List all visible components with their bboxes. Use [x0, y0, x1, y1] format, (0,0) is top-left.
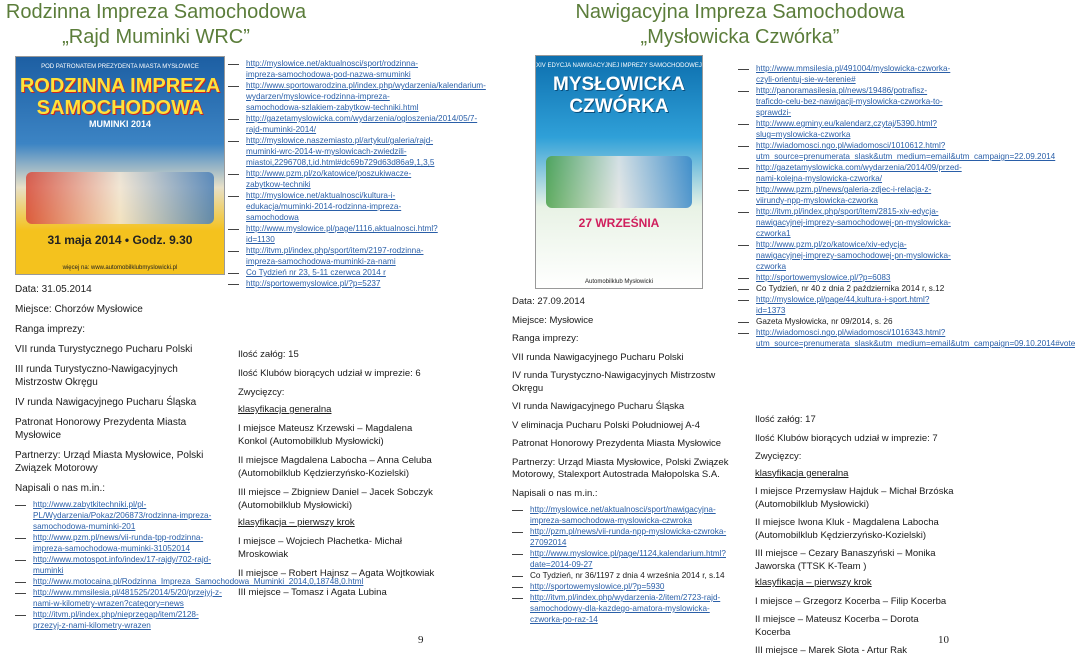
left-ranga: Ranga imprezy: — [15, 324, 86, 335]
right-place1: I miejsce Przemysław Hajduk – Michał Brzóska (Automobilklub Mysłowicki) — [755, 486, 954, 510]
right-info-column — [512, 296, 736, 625]
left-winners: Zwycięzcy: — [238, 387, 285, 398]
left-poster-footer: więcej na: www.automobilklubmyslowicki.pl — [62, 265, 178, 271]
right-clubs: Ilość Klubów biorących udział w imprezie: 7 — [755, 432, 938, 444]
right-link[interactable]: http://www.pzm.pl/news/galeria-zdjec-i-relacja-z-viirundy-npp-myslowicka-czworka — [738, 184, 956, 206]
right-crews: Ilość załóg: 17 — [755, 414, 816, 425]
right-links-column — [738, 63, 1075, 349]
right-link[interactable]: http://gazetamyslowicka.com/wydarzenia/2014/09/przed-nami-kolejna-myslowicka-czworka/ — [738, 162, 956, 184]
left-link[interactable]: http://gazetamyslowicka.com/wydarzenia/ogloszenia/2014/05/7-rajd-muminki-2014/ — [228, 113, 438, 135]
left-r4: Patronat Honorowy Prezydenta Miasta Mysłowice — [15, 417, 187, 441]
right-link[interactable]: http://www.mmsilesia.pl/491004/myslowicka-czworka-czyli-orientuj-sie-w-terenie# — [738, 63, 956, 85]
left-links-column — [228, 58, 486, 289]
right-press-note: Co Tydzień, nr 36/1197 z dnia 4 września 2014 r, s.14 — [512, 570, 736, 581]
right-ranga: Ranga imprezy: — [512, 333, 579, 344]
left-link[interactable]: http://itvm.pl/index.php/nieprzegap/item/2128-przezyj-z-nami-kilometry-wrazen — [15, 609, 227, 631]
left-results — [238, 348, 438, 599]
left-title-line2: „Rajd Muminki WRC” — [62, 26, 250, 48]
left-link[interactable]: http://www.zabytkitechniki.pl/pl-PL/Wydarzenia/Pokaz/206873/rodzinna-impreza-samochodowa-muminki-201 — [15, 499, 227, 532]
left-wrote: Napisali o nas m.in.: — [15, 483, 106, 494]
left-poster-photo — [26, 172, 214, 224]
right-press-note: Gazeta Mysłowicka, nr 09/2014, s. 26 — [738, 316, 956, 327]
left-link[interactable]: http://www.motospot.info/index/17-rajdy/702-rajd-muminki — [15, 554, 227, 576]
right-link[interactable]: http://myslowice.net/aktualnosci/sport/nawigacyjna-impreza-samochodowa-myslowicka-czwroka — [512, 504, 736, 526]
left-poster-date: 31 maja 2014 • Godz. 9.30 — [47, 233, 193, 247]
right-link[interactable]: http://itvm.pl/index.php/wydarzenia-2/item/2723-rajd-samochodowy-dla-kazdego-amatora-myslowicka-czworka-po-raz-14 — [512, 592, 736, 625]
right-place: Miejsce: Mysłowice — [512, 314, 594, 326]
right-place2: II miejsce Iwona Kluk - Magdalena Labocha (Automobilklub Kędzierzyńsko-Kozielski) — [755, 517, 939, 541]
left-poster-main: RODZINNA IMPREZA SAMOCHODOWA — [19, 75, 221, 119]
left-r2: III runda Turystyczno-Nawigacyjnych Mistrzostw Okręgu — [15, 364, 178, 388]
right-place3: III miejsce – Cezary Banaszyński – Monika Jaworska (TTSK K-Team ) — [755, 548, 936, 572]
right-page-title — [520, 0, 960, 50]
left-link[interactable]: http://www.pzm.pl/zo/katowice/poszukiwacze-zabytkow-techniki — [228, 168, 438, 190]
left-fs2: II miejsce – Robert Hajnsz – Agata Wojtkowiak — [238, 568, 435, 579]
left-date: Data: 31.05.2014 — [15, 284, 92, 295]
left-link[interactable]: http://myslowice.net/aktualnosci/sport/rodzinna-impreza-samochodowa-pod-nazwa-smuminki — [228, 58, 438, 80]
right-press-note: Co Tydzień, nr 40 z dnia 2 października 2014 r, s.12 — [738, 283, 956, 294]
left-poster-sub: MUMINKI 2014 — [88, 119, 151, 129]
right-link[interactable]: http://pzm.pl/news/vii-runda-npp-myslowicka-czwroka-27092014 — [512, 526, 736, 548]
left-link[interactable]: http://www.myslowice.pl/page/1116,aktualnosci.html?id=1130 — [228, 223, 438, 245]
left-event-poster — [15, 56, 225, 275]
right-title-line1: Nawigacyjna Impreza Samochodowa — [575, 1, 905, 23]
right-poster-top: XIV EDYCJA NAWIGACYJNEJ IMPREZY SAMOCHODOWEJ — [536, 63, 702, 69]
right-date: Data: 27.09.2014 — [512, 296, 585, 307]
right-link[interactable]: http://www.pzm.pl/zo/katowice/xiv-edycja-nawigacyjnej-imprezy-samochodowej-pn-myslowicka-czworka — [738, 239, 956, 272]
left-clubs: Ilość Klubów biorących udział w imprezie: 6 — [238, 368, 421, 379]
left-link[interactable]: http://www.mmsilesia.pl/481525/2014/5/20/przejyj-z-nami-w-kilometry-wrazen?category=news — [15, 587, 227, 609]
right-link[interactable]: http://myslowice.pl/page/44,kultura-i-sport.html?id=1373 — [738, 294, 956, 316]
left-press-note: Co Tydzień nr 23, 5-11 czerwca 2014 r — [228, 267, 438, 278]
right-r3: VI runda Nawigacyjnego Pucharu Śląska — [512, 401, 685, 412]
right-poster-main: MYSŁOWICKA CZWÓRKA — [553, 74, 685, 117]
right-r1: VII runda Nawigacyjnego Pucharu Polski — [512, 351, 684, 363]
right-wrote: Napisali o nas m.in.: — [512, 487, 598, 499]
right-fs1: I miejsce – Grzegorz Kocerba – Filip Kocerba — [755, 595, 947, 607]
left-fs3: III miejsce – Tomasz i Agata Lubina — [238, 587, 387, 598]
right-general-heading: klasyfikacja generalna — [755, 467, 849, 479]
left-firststep-heading: klasyfikacja – pierwszy krok — [238, 517, 355, 528]
left-link[interactable]: http://www.motocaina.pl/Rodzinna_Impreza_Samochodowa_Muminki_2014,0,18748,0.html — [15, 576, 227, 587]
right-results — [755, 414, 955, 658]
left-link[interactable]: http://myslowice.net/aktualnosci/kultura-i-edukacja/muminki-2014-rodzinna-impreza-samochodowa — [228, 190, 438, 223]
right-link[interactable]: http://sportowemyslowice.pl/?p=6083 — [738, 272, 956, 283]
left-link[interactable]: http://www.sportowarodzina.pl/index.php/wydarzenia/kalendarium-wydarzen/myslowice-rodzinna-impreza-samochodowa-szlakiem-zabytkow-techniki.html — [228, 80, 438, 113]
left-page-number: 9 — [418, 634, 424, 646]
right-page-number: 10 — [938, 634, 949, 646]
left-poster-top: POD PATRONATEM PREZYDENTA MIASTA MYSŁOWICE — [41, 64, 199, 70]
left-general-heading: klasyfikacja generalna — [238, 404, 332, 415]
left-place3: III miejsce – Zbigniew Daniel – Jacek Sobczyk (Automobilklub Mysłowicki) — [238, 487, 433, 511]
left-partners: Partnerzy: Urząd Miasta Mysłowice, Polski Związek Motorowy — [15, 450, 204, 474]
left-link[interactable]: http://www.pzm.pl/news/vii-runda-tpp-rodzinna-impreza-samochodowa-muminki-31052014 — [15, 532, 227, 554]
left-place2: II miejsce Magdalena Labocha – Anna Celuba (Automobilklub Kędzierzyńsko-Kozielski) — [238, 455, 432, 479]
right-link[interactable]: http://sportowemyslowice.pl/?p=5930 — [512, 581, 736, 592]
left-crews: Ilość załóg: 15 — [238, 349, 299, 360]
right-link[interactable]: http://panoramasilesia.pl/news/19486/potrafisz-traficdo-celu-bez-nawigacji-myslowicka-czworka-to-sprawdzi- — [738, 85, 956, 118]
left-place: Miejsce: Chorzów Mysłowice — [15, 304, 143, 315]
right-link[interactable]: http://www.egminy.eu/kalendarz,czytaj/5390.html?slug=myslowicka-czworka — [738, 118, 956, 140]
right-fs2: II miejsce – Mateusz Kocerba – Dorota Kocerba — [755, 614, 919, 638]
left-link[interactable]: http://myslowice.naszemiasto.pl/artykul/galeria/rajd-muminki-wrc-2014-w-myslowicach-zwiedzili-miastoi,2296708,t,id.html#dc69b729d63d86a9,1,3,5 — [228, 135, 438, 168]
right-title-line2: „Mysłowicka Czwórka” — [640, 26, 840, 48]
left-title-line1: Rodzinna Impreza Samochodowa — [5, 1, 307, 23]
right-poster-date: 27 WRZEŚNIA — [578, 216, 660, 230]
right-link[interactable]: http://itvm.pl/index.php/sport/item/2815-xiv-edycja-nawigacyjnej-imprezy-samochodowej-pn-myslowicka-czworka1 — [738, 206, 956, 239]
left-place1: I miejsce Mateusz Krzewski – Magdalena Konkol (Automobilklub Mysłowicki) — [238, 423, 413, 447]
left-link[interactable]: http://sportowemyslowice.pl/?p=5237 — [228, 278, 438, 289]
right-link[interactable]: http://wiadomosci.ngo.pl/wiadomosci/1016343.html?utm_source=prenumerata_slask&utm_medium=email&utm_campaign=09.10.2014#vote — [738, 327, 956, 349]
right-r5: Patronat Honorowy Prezydenta Miasta Mysłowice — [512, 438, 722, 449]
right-partners: Partnerzy: Urząd Miasta Mysłowice, Polski Związek Motorowy, Stalexport Autostrada Małopolska S.A. — [512, 456, 729, 480]
left-r3: IV runda Nawigacyjnego Pucharu Śląska — [15, 397, 197, 408]
right-r2: IV runda Turystyczno-Nawigacyjnych Mistrzostw Okręgu — [512, 370, 716, 394]
right-link[interactable]: http://www.myslowice.pl/page/1124,kalendarium.html?date=2014-09-27 — [512, 548, 736, 570]
right-poster-photo — [546, 156, 692, 208]
right-poster-footer: Automobilklub Mysłowicki — [584, 279, 654, 285]
right-fs3: III miejsce – Marek Słota - Artur Rak — [755, 645, 908, 656]
right-firststep-heading: klasyfikacja – pierwszy krok — [755, 577, 872, 588]
left-page-title — [0, 0, 312, 50]
right-event-poster — [535, 55, 703, 289]
right-winners: Zwycięzcy: — [755, 451, 802, 462]
right-r4: V eliminacja Pucharu Polski Południowej A-4 — [512, 419, 700, 431]
left-r1: VII runda Turystycznego Pucharu Polski — [15, 344, 193, 355]
right-link[interactable]: http://wiadomosci.ngo.pl/wiadomosci/1010612.html?utm_source=prenumerata_slask&utm_medium=email&utm_campaign=22.09.2014 — [738, 140, 956, 162]
left-link[interactable]: http://itvm.pl/index.php/sport/item/2197-rodzinna-impreza-samochodowa-muminki-za-nami — [228, 245, 438, 267]
left-fs1: I miejsce – Wojciech Płachetka- Michał Mroskowiak — [238, 536, 403, 560]
